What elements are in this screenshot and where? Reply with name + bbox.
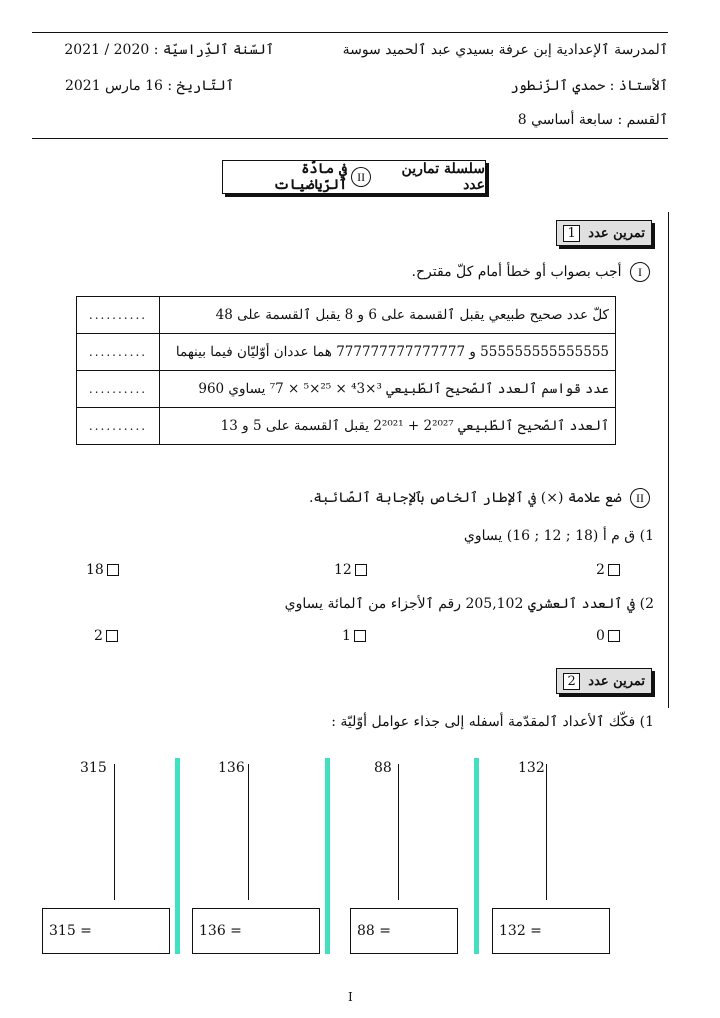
question-2: 2) في ٱلعدد ٱلعشري 205,102 رقم ٱلأجزاء من ٱلمائة يساوي xyxy=(284,596,654,612)
factor-bar xyxy=(248,764,249,900)
exercise-1-label: تمرين عدد 1 xyxy=(556,220,652,246)
statement-cell: ٱلعدد ٱلصّحيح ٱلطّبيعي 2²⁰²⁷ + 2²⁰²¹ يقبل ٱلقسمة على 5 و 13 xyxy=(160,408,616,445)
checkbox-icon[interactable] xyxy=(107,564,119,576)
option-q1-a[interactable]: 2 xyxy=(596,562,620,578)
option-q2-b[interactable]: 1 xyxy=(342,628,366,644)
checkbox-icon[interactable] xyxy=(355,564,367,576)
result-box-136[interactable]: 136 = xyxy=(192,908,320,954)
part-2-numeral: II xyxy=(630,488,650,508)
answer-cell[interactable]: .......... xyxy=(77,297,160,334)
header-bottom-rule xyxy=(32,138,668,139)
statement-cell: 555555555555555 و 777777777777777 هما عددان أوّليّان فيما بينهما xyxy=(160,334,616,371)
question-1: 1) ق م أ (18 ; 12 ; 16) يساوي xyxy=(463,528,654,544)
margin-rule xyxy=(668,212,669,708)
true-false-table xyxy=(76,296,616,445)
part-1-numeral: I xyxy=(630,262,650,282)
worksheet-title xyxy=(222,160,486,194)
header-top-rule xyxy=(32,32,668,33)
table-row xyxy=(77,371,616,408)
exercise-2-label: تمرين عدد 2 xyxy=(556,668,652,694)
checkbox-icon[interactable] xyxy=(608,564,620,576)
result-box-88[interactable]: 88 = xyxy=(350,908,458,954)
teacher-name: ٱلأستاذ : حمدي ٱلزّنطور xyxy=(510,78,668,94)
date: ٱلتّاريخ : 16 مارس 2021 xyxy=(64,78,234,94)
column-separator xyxy=(474,758,479,954)
part-2-instruction: II ضع علامة (×) في ٱلإطار ٱلخاص بٱلإجابة ٱلصّائبة. xyxy=(309,488,654,508)
answer-cell[interactable]: .......... xyxy=(77,334,160,371)
title-numeral: II xyxy=(351,167,371,187)
number-132: 132 xyxy=(518,760,545,776)
checkbox-icon[interactable] xyxy=(608,630,620,642)
column-separator xyxy=(325,758,330,954)
option-q2-a[interactable]: 0 xyxy=(596,628,620,644)
school-year: ٱلسّنة ٱلدِّراسيّة : 2020 / 2021 xyxy=(64,42,274,58)
option-q1-b[interactable]: 12 xyxy=(334,562,367,578)
result-box-315[interactable]: 315 = xyxy=(42,908,170,954)
title-before: سلسلة تمارين عدد xyxy=(401,161,485,193)
exercise-2-question: 1) فكّك ٱلأعداد ٱلمقدّمة أسفله إلى جذاء عوامل أوّليّة : xyxy=(331,714,654,730)
column-separator xyxy=(175,758,180,954)
number-88: 88 xyxy=(374,760,392,776)
option-q2-c[interactable]: 2 xyxy=(94,628,118,644)
title-after: في مادّة ٱلرّياضيات xyxy=(273,161,348,193)
statement-cell: كلّ عدد صحيح طبيعي يقبل ٱلقسمة على 6 و 8 يقبل ٱلقسمة على 48 xyxy=(160,297,616,334)
page-number: I xyxy=(348,990,353,1004)
statement-cell: عدد قواسم ٱلعدد ٱلصّحيح ٱلطّبيعي ³×⁴3 × ²⁵×⁵ × ⁷7 يساوي 960 xyxy=(160,371,616,408)
answer-cell[interactable]: .......... xyxy=(77,408,160,445)
checkbox-icon[interactable] xyxy=(106,630,118,642)
class-name: ٱلقسم : سابعة أساسي 8 xyxy=(517,112,668,128)
factor-bar xyxy=(546,764,547,900)
table-row xyxy=(77,297,616,334)
number-315: 315 xyxy=(80,760,107,776)
result-box-132[interactable]: 132 = xyxy=(492,908,610,954)
table-row xyxy=(77,334,616,371)
table-row xyxy=(77,408,616,445)
checkbox-icon[interactable] xyxy=(354,630,366,642)
number-136: 136 xyxy=(218,760,245,776)
exercise-2-number: 2 xyxy=(563,673,579,690)
exercise-1-number: 1 xyxy=(563,225,579,242)
answer-cell[interactable]: .......... xyxy=(77,371,160,408)
factor-bar xyxy=(398,764,399,900)
option-q1-c[interactable]: 18 xyxy=(86,562,119,578)
factor-bar xyxy=(114,764,115,900)
school-name: ٱلمدرسة ٱلإعدادية إبن عرفة بسيدي عبد ٱلحميد سوسة xyxy=(342,42,668,58)
part-1-instruction: I أجب بصواب أو خطأ أمام كلّ مقترح. xyxy=(412,262,654,282)
